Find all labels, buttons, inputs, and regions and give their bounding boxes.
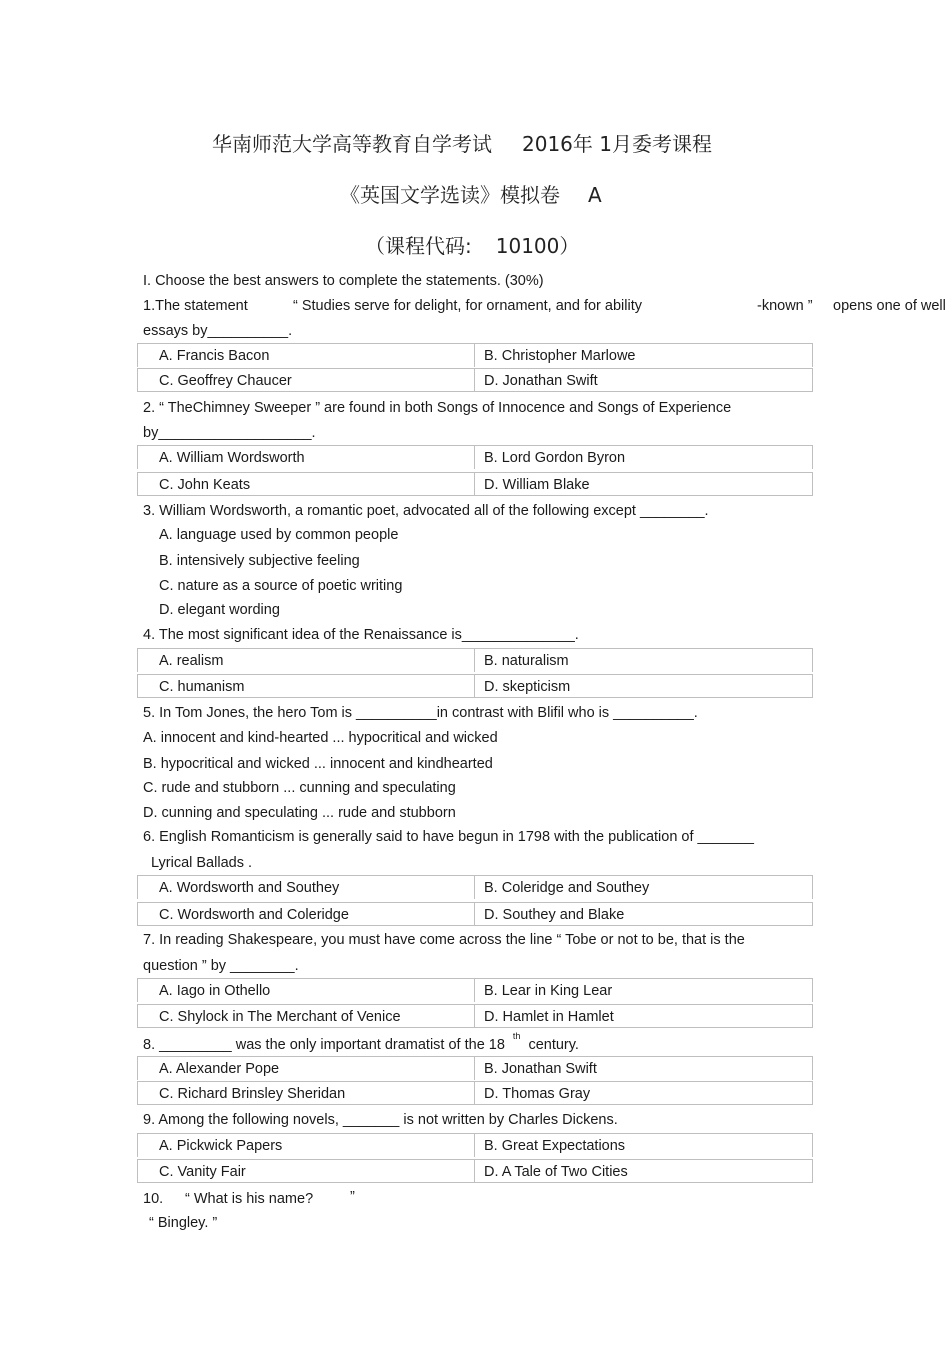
q10-answer: “ Bingley. ”	[149, 1215, 218, 1231]
q8-option-c[interactable]: C. Richard Brinsley Sheridan	[159, 1086, 346, 1102]
q1-option-c[interactable]: C. Geoffrey Chaucer	[159, 373, 292, 389]
q2-line1: 2. “ TheChimney Sweeper ” are found in both Songs of Innocence and Songs of Experience	[143, 400, 732, 416]
q7-option-a[interactable]: A. Iago in Othello	[159, 983, 271, 999]
q1-quote: “ Studies serve for delight, for ornament, and for ability	[293, 298, 642, 314]
q4-options-row1	[137, 648, 813, 672]
q6-line1: 6. English Romanticism is generally said to have begun in 1798 with the publication of _______	[143, 829, 754, 845]
q2-options-row1	[137, 445, 813, 469]
q4-options-row2	[137, 674, 813, 698]
q7-options-row2	[137, 1004, 813, 1028]
q9-line1: 9. Among the following novels, _______ is not written by Charles Dickens.	[143, 1112, 618, 1128]
q6-options-row1	[137, 875, 813, 899]
q1-option-b[interactable]: B. Christopher Marlowe	[484, 348, 636, 364]
q3-option-b[interactable]: B. intensively subjective feeling	[159, 553, 360, 569]
course-code-label: （课程代码:	[365, 234, 472, 258]
q10-question: “ What is his name?	[185, 1191, 314, 1207]
q7-line2: question ” by ________.	[143, 958, 299, 974]
q8-option-a[interactable]: A. Alexander Pope	[159, 1061, 280, 1077]
q9-options-row2	[137, 1159, 813, 1183]
q9-option-a[interactable]: A. Pickwick Papers	[159, 1138, 283, 1154]
q4-option-b[interactable]: B. naturalism	[484, 653, 569, 669]
q2-options-row2	[137, 472, 813, 496]
q1-quote-end: -known ”	[757, 298, 813, 314]
q1-options-row2	[137, 368, 813, 392]
q8-line1	[143, 1031, 579, 1053]
q5-line1: 5. In Tom Jones, the hero Tom is __________in contrast with Blifil who is __________.	[143, 705, 698, 721]
q8-options-row2	[137, 1081, 813, 1105]
q3-option-a[interactable]: A. language used by common people	[159, 527, 399, 543]
course-code: 10100）	[495, 234, 580, 258]
q9-option-d[interactable]: D. A Tale of Two Cities	[484, 1164, 628, 1180]
q1-line2: essays by__________.	[143, 323, 293, 339]
q1-text-tail: opens one of well	[833, 298, 946, 314]
q10-quote-end: ”	[350, 1189, 355, 1205]
exam-title-line1	[212, 128, 712, 157]
q8-text: 8. _________ was the only important dramatist of the 18	[143, 1036, 505, 1053]
q6-option-d[interactable]: D. Southey and Blake	[484, 907, 625, 923]
course-name: 《英国文学选读》模拟卷	[340, 183, 560, 207]
q3-option-d[interactable]: D. elegant wording	[159, 602, 280, 618]
q7-option-b[interactable]: B. Lear in King Lear	[484, 983, 613, 999]
q5-option-a[interactable]: A. innocent and kind-hearted ... hypocritical and wicked	[143, 730, 498, 746]
q2-option-c[interactable]: C. John Keats	[159, 477, 251, 493]
q8-text-tail: century.	[528, 1036, 579, 1053]
q6-option-a[interactable]: A. Wordsworth and Southey	[159, 880, 340, 896]
q7-options-row1	[137, 978, 813, 1002]
exam-date: 2016年 1月委考课程	[522, 132, 712, 156]
q7-option-d[interactable]: D. Hamlet in Hamlet	[484, 1009, 614, 1025]
q4-option-c[interactable]: C. humanism	[159, 679, 245, 695]
q1-option-a[interactable]: A. Francis Bacon	[159, 348, 270, 364]
q8-option-d[interactable]: D. Thomas Gray	[484, 1086, 591, 1102]
q1-option-d[interactable]: D. Jonathan Swift	[484, 373, 598, 389]
q2-line2: by___________________.	[143, 425, 316, 441]
q8-option-b[interactable]: B. Jonathan Swift	[484, 1061, 597, 1077]
exam-title-line3	[365, 230, 579, 259]
q3-line1: 3. William Wordsworth, a romantic poet, advocated all of the following except ________.	[143, 503, 709, 519]
q2-option-a[interactable]: A. William Wordsworth	[159, 450, 305, 466]
q4-line1: 4. The most significant idea of the Renaissance is______________.	[143, 627, 579, 643]
q4-option-d[interactable]: D. skepticism	[484, 679, 571, 695]
paper-version: A	[588, 183, 602, 207]
q9-option-c[interactable]: C. Vanity Fair	[159, 1164, 246, 1180]
q7-option-c[interactable]: C. Shylock in The Merchant of Venice	[159, 1009, 401, 1025]
q2-option-b[interactable]: B. Lord Gordon Byron	[484, 450, 626, 466]
q7-line1: 7. In reading Shakespeare, you must have come across the line “ Tobe or not to be, that is the	[143, 932, 745, 948]
q9-options-row1	[137, 1133, 813, 1157]
q10-number: 10.	[143, 1191, 164, 1207]
q4-option-a[interactable]: A. realism	[159, 653, 224, 669]
q2-option-d[interactable]: D. William Blake	[484, 477, 590, 493]
q3-option-c[interactable]: C. nature as a source of poetic writing	[159, 578, 403, 594]
q1-prefix: 1.The statement	[143, 298, 248, 314]
exam-institution: 华南师范大学高等教育自学考试	[212, 132, 492, 156]
q5-option-d[interactable]: D. cunning and speculating ... rude and stubborn	[143, 805, 456, 821]
exam-title-line2	[340, 179, 602, 208]
q8-superscript: th	[512, 1031, 521, 1041]
q1-options-row1	[137, 343, 813, 367]
q6-line2: Lyrical Ballads .	[151, 855, 253, 871]
q6-options-row2	[137, 902, 813, 926]
q5-option-c[interactable]: C. rude and stubborn ... cunning and speculating	[143, 780, 456, 796]
q6-option-c[interactable]: C. Wordsworth and Coleridge	[159, 907, 349, 923]
q6-option-b[interactable]: B. Coleridge and Southey	[484, 880, 650, 896]
section-title: I. Choose the best answers to complete the statements. (30%)	[143, 273, 544, 289]
q9-option-b[interactable]: B. Great Expectations	[484, 1138, 626, 1154]
q8-options-row1	[137, 1056, 813, 1080]
q5-option-b[interactable]: B. hypocritical and wicked ... innocent and kindhearted	[143, 756, 493, 772]
